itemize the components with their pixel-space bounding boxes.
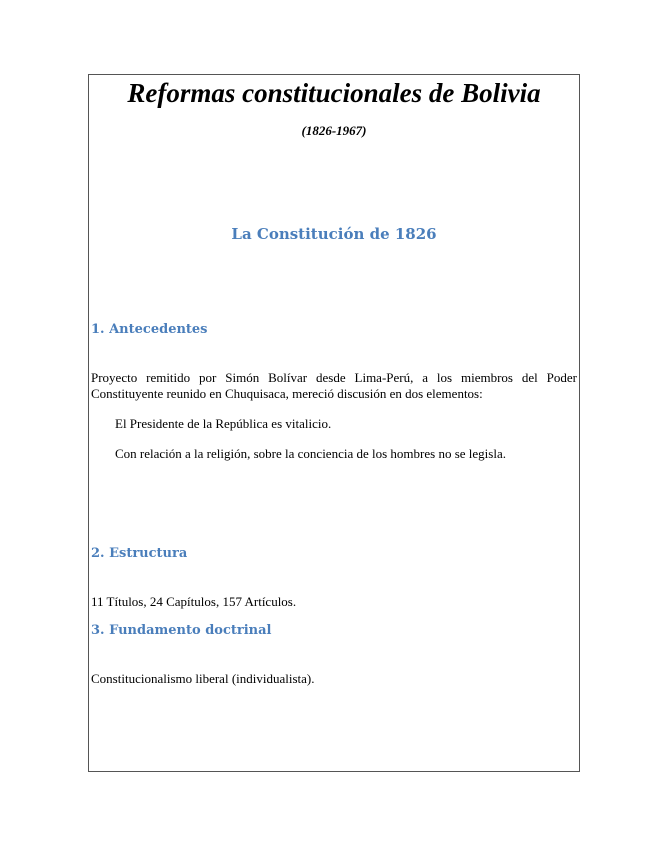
document-subtitle: (1826-1967) <box>301 123 367 138</box>
chapter-heading: La Constitución de 1826 <box>231 225 437 243</box>
paragraph-estructura: 11 Títulos, 24 Capítulos, 157 Artículos. <box>91 594 297 609</box>
section-heading-antecedentes: 1. Antecedentes <box>91 322 208 337</box>
section-heading-fundamento: 3. Fundamento doctrinal <box>91 623 272 638</box>
paragraph-antecedentes: Proyecto remitido por Simón Bolívar desde Lima-Perú, a los miembros del Poder Constituyente reunido en Chuquisaca, mereció discusión en dos elementos: <box>91 370 577 401</box>
list-item-presidente: El Presidente de la República es vitalicio. <box>115 416 332 431</box>
paragraph-fundamento: Constitucionalismo liberal (individualista). <box>91 671 315 686</box>
section-heading-estructura: 2. Estructura <box>91 546 188 561</box>
document-title: Reformas constitucionales de Bolivia <box>127 78 541 108</box>
list-item-religion: Con relación a la religión, sobre la conciencia de los hombres no se legisla. <box>115 446 506 461</box>
